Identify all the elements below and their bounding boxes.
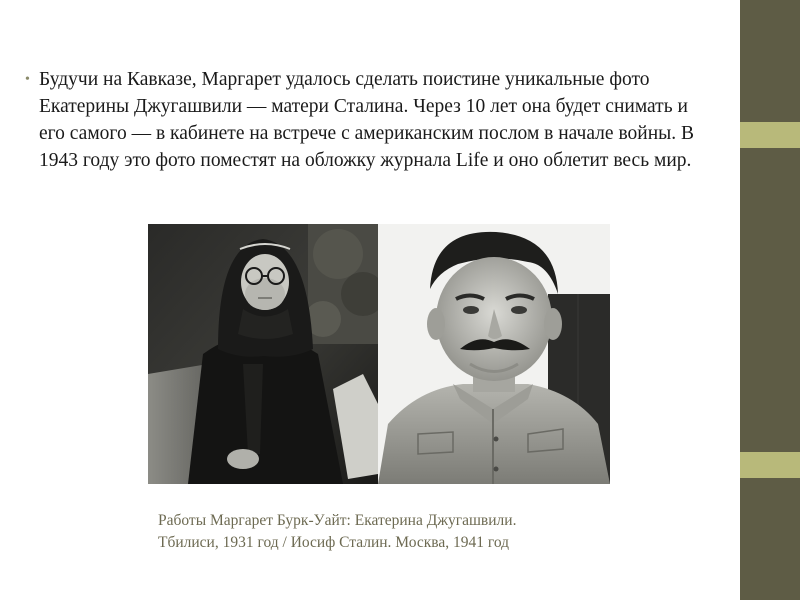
caption-line-2: Тбилиси, 1931 год / Иосиф Сталин. Москва, 1941 год <box>158 534 510 551</box>
side-stripe-top <box>740 122 800 148</box>
portrait-photo-man-icon <box>378 224 610 484</box>
slide-body <box>25 66 715 174</box>
photo-iosif-stalin <box>378 224 610 484</box>
bullet-text: Будучи на Кавказе, Маргарет удалось сделать поистине уникальные фото Екатерины Джугашвили — матери Сталина. Через 10 лет она будет снимать и его самого — в кабинете на встрече с американским послом в начале войны. В 1943 году это фото поместят на обложку журнала Life и оно облетит весь мир. <box>39 69 694 171</box>
side-decoration-band <box>740 0 800 600</box>
photo-ekaterina-dzhugashvili <box>148 224 378 484</box>
caption-line-1: Работы Маргарет Бурк-Уайт: Екатерина Джугашвили. <box>158 512 517 529</box>
side-stripe-bottom <box>740 452 800 478</box>
portrait-photo-woman-icon <box>148 224 378 484</box>
bullet-item <box>25 66 715 174</box>
photo-caption <box>158 510 718 554</box>
bullet-marker: • <box>25 72 30 87</box>
